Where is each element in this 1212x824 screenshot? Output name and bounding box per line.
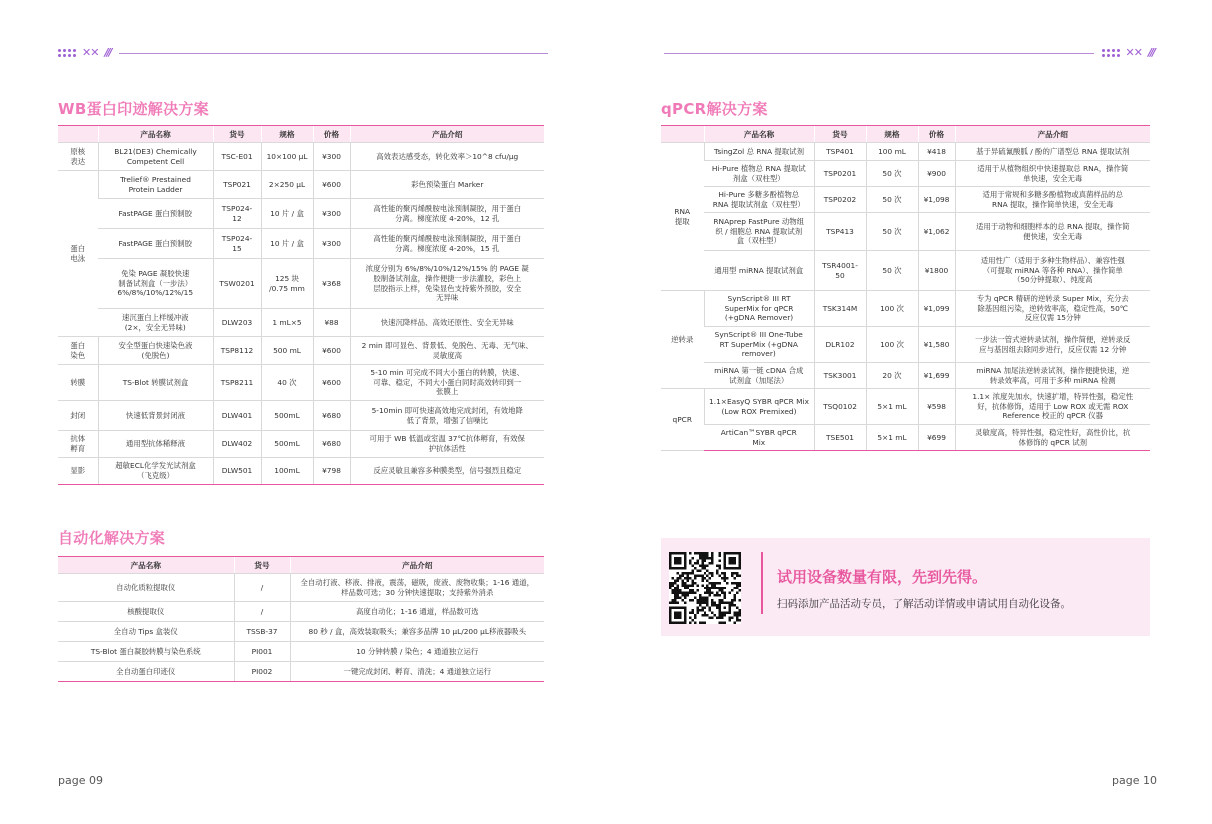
automation-section-title: 自动化解决方案 <box>58 529 166 547</box>
product-spec-cell: 50 次 <box>866 213 918 251</box>
product-description-cell: 一步法一管式逆转录试剂，操作简便，逆转录反 应与基因组去除同步进行，反应仅需 12 分钟 <box>955 327 1150 363</box>
product-spec-cell: 125 块 /0.75 mm <box>261 259 313 309</box>
table-row <box>58 574 544 602</box>
product-description-cell: 适用于常规和多糖多酚植物或真菌样品的总 RNA 提取，操作简单快速，安全无毒 <box>955 187 1150 213</box>
product-description-cell: 高性能的聚丙烯酰胺电泳预制凝胶，用于蛋白 分离。梯度浓度 4-20%，15 孔 <box>350 229 544 259</box>
column-header <box>661 126 704 143</box>
product-code-cell: TSR4001-50 <box>814 251 866 291</box>
category-cell: 蛋白 电泳 <box>58 171 98 337</box>
product-name-cell: Trelief® Prestained Protein Ladder <box>98 171 213 199</box>
table-row <box>58 458 544 485</box>
category-cell: 显影 <box>58 458 98 485</box>
product-price-cell: ¥600 <box>313 337 350 365</box>
table-row <box>58 662 544 682</box>
product-description-cell: 灵敏度高，特异性强，稳定性好，高性价比，抗 体修饰的 qPCR 试剂 <box>955 425 1150 451</box>
product-description-cell: 专为 qPCR 精研的逆转录 Super Mix，充分去 除基因组污染，逆转效率高，稳定性高，50℃ 反应仅需 15分钟 <box>955 291 1150 327</box>
product-name-cell: 通用型 miRNA 提取试剂盒 <box>704 251 814 291</box>
product-description-cell: 可用于 WB 低温或室温 37℃抗体孵育，有效保 护抗体活性 <box>350 431 544 458</box>
product-price-cell: ¥1,098 <box>918 187 955 213</box>
promo-divider <box>761 552 763 614</box>
table-row <box>661 291 1150 327</box>
column-header: 产品名称 <box>98 126 213 143</box>
product-description-cell: 5-10min 即可快速高效地完成封闭，有效地降 低了背景，增强了信噪比 <box>350 401 544 431</box>
product-code-cell: TSP024-12 <box>213 199 261 229</box>
column-header: 产品介绍 <box>350 126 544 143</box>
table-row <box>661 363 1150 389</box>
product-spec-cell: 100 次 <box>866 291 918 327</box>
product-name-cell: 通用型抗体稀释液 <box>98 431 213 458</box>
product-code-cell: PI001 <box>234 642 290 662</box>
product-spec-cell: 500mL <box>261 431 313 458</box>
product-name-cell: 核酸提取仪 <box>58 602 234 622</box>
table-row <box>58 365 544 401</box>
product-description-cell: 反应灵敏且兼容多种膜类型，信号强烈且稳定 <box>350 458 544 485</box>
header-rule <box>119 53 549 54</box>
product-code-cell: TSP8211 <box>213 365 261 401</box>
product-code-cell: TSSB-37 <box>234 622 290 642</box>
product-description-cell: 浓度分别为 6%/8%/10%/12%/15% 的 PAGE 凝 胶制备试剂盒，操作便捷一步法灌胶，彩色上 层胶指示上样，免染显色支持紫外预胶，安全 无异味 <box>350 259 544 309</box>
page-header-decoration <box>664 46 1154 60</box>
promo-banner <box>661 538 1150 636</box>
qpcr-section-title: qPCR解决方案 <box>661 100 768 118</box>
category-cell: 蛋白 染色 <box>58 337 98 365</box>
product-spec-cell: 10 片 / 盒 <box>261 229 313 259</box>
product-spec-cell: 50 次 <box>866 187 918 213</box>
automation-product-table <box>58 556 544 682</box>
product-name-cell: miRNA 第一链 cDNA 合成 试剂盒（加尾法） <box>704 363 814 389</box>
table-row <box>58 431 544 458</box>
product-name-cell: 自动化质粒提取仪 <box>58 574 234 602</box>
wb-section-title: WB蛋白印迹解决方案 <box>58 100 209 118</box>
product-price-cell: ¥598 <box>918 389 955 425</box>
product-name-cell: 全自动 Tips 盒装仪 <box>58 622 234 642</box>
right-page <box>606 0 1212 824</box>
product-spec-cell: 50 次 <box>866 251 918 291</box>
product-name-cell: TsingZol 总 RNA 提取试剂 <box>704 143 814 161</box>
wb-product-table <box>58 125 544 485</box>
product-description-cell: 全自动打液、移液、排液，震荡，磁吸，废液、废物收集；1-16 通道， 样品数可选；30 分钟快速提取；支持紫外消杀 <box>290 574 544 602</box>
product-name-cell: SynScript® III RT SuperMix for qPCR (+gDNA Remover) <box>704 291 814 327</box>
table-row <box>58 143 544 171</box>
product-code-cell: TSC-E01 <box>213 143 261 171</box>
product-price-cell: ¥1,699 <box>918 363 955 389</box>
product-spec-cell: 2×250 μL <box>261 171 313 199</box>
column-header: 货号 <box>213 126 261 143</box>
product-spec-cell: 10 片 / 盒 <box>261 199 313 229</box>
product-spec-cell: 100 次 <box>866 327 918 363</box>
product-description-cell: 快速沉降样品、高效还原性、安全无异味 <box>350 309 544 337</box>
product-name-cell: SynScript® III One-Tube RT SuperMix (+gDNA remover) <box>704 327 814 363</box>
product-price-cell: ¥1800 <box>918 251 955 291</box>
promo-subtitle: 扫码添加产品活动专员，了解活动详情或申请试用自动化设备。 <box>777 598 1071 610</box>
column-header: 货号 <box>234 557 290 574</box>
product-description-cell: miRNA 加尾法逆转录试剂，操作便捷快速，逆 转录效率高，可用于多种 miRNA 检测 <box>955 363 1150 389</box>
product-code-cell: DLW501 <box>213 458 261 485</box>
product-description-cell: 5-10 min 可完成不同大小蛋白的转膜，快速、 可靠、稳定，不同大小蛋白同时高效转印到一 张膜上 <box>350 365 544 401</box>
product-description-cell: 彩色预染蛋白 Marker <box>350 171 544 199</box>
cross-pattern-icon: ✕✕ <box>82 46 99 59</box>
product-price-cell: ¥418 <box>918 143 955 161</box>
table-row <box>58 337 544 365</box>
product-code-cell: DLW402 <box>213 431 261 458</box>
table-row <box>58 171 544 199</box>
product-spec-cell: 20 次 <box>866 363 918 389</box>
product-price-cell: ¥600 <box>313 365 350 401</box>
product-code-cell: TSE501 <box>814 425 866 451</box>
table-row <box>58 259 544 309</box>
qpcr-product-table <box>661 125 1150 451</box>
table-row <box>661 251 1150 291</box>
product-code-cell: DLW203 <box>213 309 261 337</box>
table-header-row <box>661 126 1150 143</box>
product-name-cell: 免染 PAGE 凝胶快速 制备试剂盒（一步法） 6%/8%/10%/12%/15 <box>98 259 213 309</box>
product-price-cell: ¥88 <box>313 309 350 337</box>
product-spec-cell: 5×1 mL <box>866 389 918 425</box>
product-code-cell: TSP0202 <box>814 187 866 213</box>
product-spec-cell: 40 次 <box>261 365 313 401</box>
product-name-cell: 超敏ECL化学发光试剂盒 （飞克级） <box>98 458 213 485</box>
product-price-cell: ¥798 <box>313 458 350 485</box>
product-name-cell: 全自动蛋白印迹仪 <box>58 662 234 682</box>
product-name-cell: FastPAGE 蛋白预制胶 <box>98 229 213 259</box>
product-price-cell: ¥699 <box>918 425 955 451</box>
category-cell: 封闭 <box>58 401 98 431</box>
category-cell: 原核 表达 <box>58 143 98 171</box>
promo-title: 试用设备数量有限，先到先得。 <box>777 568 988 586</box>
product-code-cell: TSW0201 <box>213 259 261 309</box>
product-description-cell: 基于异硫氰酸胍 / 酚的广谱型总 RNA 提取试剂 <box>955 143 1150 161</box>
header-rule <box>664 53 1094 54</box>
table-row <box>661 161 1150 187</box>
product-code-cell: TSP413 <box>814 213 866 251</box>
column-header: 价格 <box>313 126 350 143</box>
category-cell: RNA 提取 <box>661 143 704 291</box>
product-code-cell: TSP8112 <box>213 337 261 365</box>
table-row <box>58 199 544 229</box>
table-row <box>58 229 544 259</box>
product-spec-cell: 100 mL <box>866 143 918 161</box>
column-header: 货号 <box>814 126 866 143</box>
product-name-cell: 1.1×EasyQ SYBR qPCR Mix (Low ROX Premixed) <box>704 389 814 425</box>
product-code-cell: TSK3001 <box>814 363 866 389</box>
product-spec-cell: 5×1 mL <box>866 425 918 451</box>
product-price-cell: ¥300 <box>313 229 350 259</box>
product-code-cell: TSQ0102 <box>814 389 866 425</box>
column-header: 产品介绍 <box>290 557 544 574</box>
product-price-cell: ¥900 <box>918 161 955 187</box>
table-row <box>661 327 1150 363</box>
product-description-cell: 2 min 即可显色、背景低、免脱色、无毒、无气味、 灵敏度高 <box>350 337 544 365</box>
table-row <box>58 642 544 662</box>
dots-icon <box>58 49 76 57</box>
product-spec-cell: 10×100 μL <box>261 143 313 171</box>
product-code-cell: TSK314M <box>814 291 866 327</box>
product-code-cell: DLR102 <box>814 327 866 363</box>
table-row <box>661 213 1150 251</box>
table-header-row <box>58 557 544 574</box>
product-name-cell: RNAprep FastPure 动物组 织 / 细胞总 RNA 提取试剂 盒（双柱型） <box>704 213 814 251</box>
product-name-cell: TS-Blot 蛋白凝胶转膜与染色系统 <box>58 642 234 662</box>
table-row <box>661 143 1150 161</box>
product-price-cell: ¥1,062 <box>918 213 955 251</box>
product-name-cell: Hi-Pure 植物总 RNA 提取试 剂盒（双柱型） <box>704 161 814 187</box>
column-header: 规格 <box>866 126 918 143</box>
column-header: 产品名称 <box>58 557 234 574</box>
product-name-cell: ArtiCan™SYBR qPCR Mix <box>704 425 814 451</box>
product-description-cell: 一键完成封闭、孵育、清洗；4 通道独立运行 <box>290 662 544 682</box>
product-name-cell: TS-Blot 转膜试剂盒 <box>98 365 213 401</box>
product-description-cell: 高性能的聚丙烯酰胺电泳预制凝胶，用于蛋白 分离。梯度浓度 4-20%，12 孔 <box>350 199 544 229</box>
product-price-cell: ¥300 <box>313 143 350 171</box>
product-price-cell: ¥680 <box>313 401 350 431</box>
table-row <box>58 602 544 622</box>
product-spec-cell: 500 mL <box>261 337 313 365</box>
product-price-cell: ¥1,099 <box>918 291 955 327</box>
product-description-cell: 适用于动物和细胞样本的总 RNA 提取，操作简 便快速，安全无毒 <box>955 213 1150 251</box>
page-header-decoration <box>58 46 548 60</box>
product-spec-cell: 50 次 <box>866 161 918 187</box>
product-price-cell: ¥600 <box>313 171 350 199</box>
category-cell: 逆转录 <box>661 291 704 389</box>
cross-pattern-icon: ✕✕ <box>1125 46 1142 59</box>
page-number: page 10 <box>1112 774 1157 787</box>
table-row <box>661 425 1150 451</box>
product-code-cell: TSP021 <box>213 171 261 199</box>
product-description-cell: 10 分钟转膜 / 染色；4 通道独立运行 <box>290 642 544 662</box>
product-description-cell: 高效表达感受态，转化效率＞10^8 cfu/μg <box>350 143 544 171</box>
product-name-cell: BL21(DE3) Chemically Competent Cell <box>98 143 213 171</box>
table-row <box>661 389 1150 425</box>
table-header-row <box>58 126 544 143</box>
column-header <box>58 126 98 143</box>
table-row <box>661 187 1150 213</box>
product-spec-cell: 500mL <box>261 401 313 431</box>
table-row <box>58 622 544 642</box>
product-description-cell: 1.1× 浓度先加水，快速扩增，特异性强，稳定性 好，抗体修饰，适用于 Low ROX 或无需 ROX Reference 校正的 qPCR 仪器 <box>955 389 1150 425</box>
product-code-cell: TSP0201 <box>814 161 866 187</box>
page-number: page 09 <box>58 774 103 787</box>
column-header: 产品名称 <box>704 126 814 143</box>
product-price-cell: ¥368 <box>313 259 350 309</box>
column-header: 价格 <box>918 126 955 143</box>
product-name-cell: 快速低背景封闭液 <box>98 401 213 431</box>
product-code-cell: / <box>234 574 290 602</box>
qr-code-icon[interactable] <box>669 552 741 624</box>
product-description-cell: 适用性广（适用于多种生物样品）、兼容性强 （可提取 miRNA 等各种 RNA）、操作简单 （50分钟提取）、纯度高 <box>955 251 1150 291</box>
table-row <box>58 309 544 337</box>
product-description-cell: 高度自动化；1-16 通道，样品数可选 <box>290 602 544 622</box>
product-code-cell: DLW401 <box>213 401 261 431</box>
product-name-cell: FastPAGE 蛋白预制胶 <box>98 199 213 229</box>
category-cell: qPCR <box>661 389 704 451</box>
product-spec-cell: 100mL <box>261 458 313 485</box>
category-cell: 抗体 孵育 <box>58 431 98 458</box>
dots-icon <box>1102 49 1120 57</box>
product-spec-cell: 1 mL×5 <box>261 309 313 337</box>
table-row <box>58 401 544 431</box>
product-code-cell: / <box>234 602 290 622</box>
product-code-cell: TSP401 <box>814 143 866 161</box>
product-price-cell: ¥300 <box>313 199 350 229</box>
slash-pattern-icon: /// <box>104 46 111 59</box>
column-header: 产品介绍 <box>955 126 1150 143</box>
product-description-cell: 80 秒 / 盒，高效装取吸头；兼容多品牌 10 μL/200 μL移液器吸头 <box>290 622 544 642</box>
product-name-cell: 速沉蛋白上样缓冲液 (2×，安全无异味) <box>98 309 213 337</box>
product-description-cell: 适用于从植物组织中快速提取总 RNA，操作简 单快速，安全无毒 <box>955 161 1150 187</box>
product-name-cell: 安全型蛋白快速染色液 (免脱色) <box>98 337 213 365</box>
product-price-cell: ¥1,580 <box>918 327 955 363</box>
category-cell: 转膜 <box>58 365 98 401</box>
product-code-cell: PI002 <box>234 662 290 682</box>
product-name-cell: Hi-Pure 多糖多酚植物总 RNA 提取试剂盒（双柱型） <box>704 187 814 213</box>
column-header: 规格 <box>261 126 313 143</box>
product-code-cell: TSP024-15 <box>213 229 261 259</box>
slash-pattern-icon: /// <box>1147 46 1154 59</box>
product-price-cell: ¥680 <box>313 431 350 458</box>
